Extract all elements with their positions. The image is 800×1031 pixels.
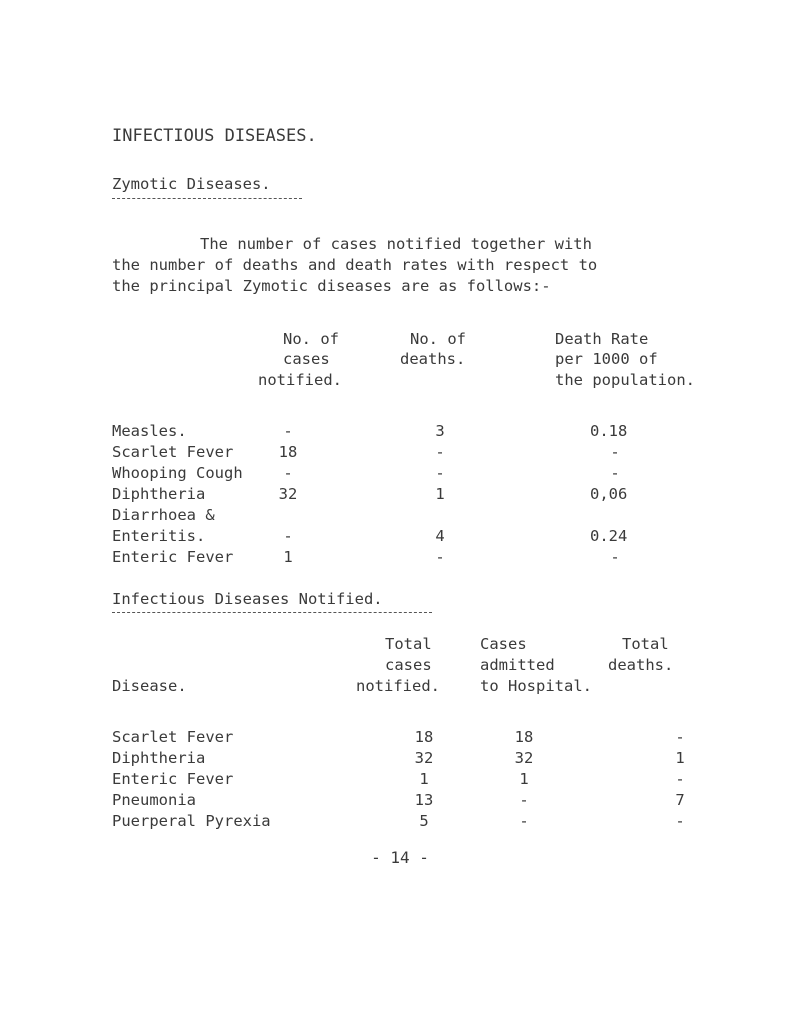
table-cell: 18 [278, 443, 298, 461]
table-cell: - [435, 464, 445, 482]
table-cell: - [435, 548, 445, 566]
table-cell: 7 [675, 791, 685, 809]
table-row-label: Scarlet Fever [112, 443, 234, 461]
col-header-admitted: to Hospital. [480, 677, 592, 695]
col-header-deaths: deaths. [400, 350, 466, 368]
table-row-label: Scarlet Fever [112, 728, 234, 746]
table-cell: 3 [435, 422, 445, 440]
col-header-total-cases: cases [385, 656, 432, 674]
table-cell: 32 [278, 485, 298, 503]
col-header-total-cases: Total [385, 635, 432, 653]
table-row-label: Diphtheria [112, 749, 206, 767]
table-cell: - [283, 527, 293, 545]
intro-line-2: the number of deaths and death rates with respect to [112, 256, 598, 274]
table-cell: - [519, 812, 529, 830]
table-cell: 1 [435, 485, 445, 503]
table-cell: 18 [414, 728, 434, 746]
intro-line-3: the principal Zymotic diseases are as follows:- [112, 277, 551, 295]
table-cell: - [675, 770, 685, 788]
table-cell: 1 [675, 749, 685, 767]
table-row-label: Whooping Cough [112, 464, 243, 482]
table-row-label: Measles. [112, 422, 187, 440]
col-header-cases: notified. [258, 371, 342, 389]
table-cell: 0.18 [590, 422, 628, 440]
table-cell: 13 [414, 791, 434, 809]
col-header-rate: Death Rate [555, 330, 649, 348]
page-number: - 14 - [371, 848, 429, 867]
section-title-notified: Infectious Diseases Notified. [112, 590, 383, 608]
table-cell: 18 [514, 728, 534, 746]
table-cell: - [675, 812, 685, 830]
table-cell: - [283, 464, 293, 482]
section-title-zymotic: Zymotic Diseases. [112, 175, 271, 193]
col-header-disease: Disease. [112, 677, 187, 695]
col-header-admitted: Cases [480, 635, 527, 653]
table-cell: - [283, 422, 293, 440]
table-cell: 1 [283, 548, 293, 566]
intro-line-1: The number of cases notified together with [200, 235, 592, 253]
table-row-label: Enteritis. [112, 527, 206, 545]
underline-divider [112, 612, 432, 613]
table-cell: 0.24 [590, 527, 628, 545]
table-cell: 0,06 [590, 485, 628, 503]
page-heading: INFECTIOUS DISEASES. [112, 126, 317, 146]
col-header-total-deaths: Total [622, 635, 669, 653]
table-cell: - [435, 443, 445, 461]
table-row-label: Diarrhoea & [112, 506, 215, 524]
table-cell: 5 [419, 812, 429, 830]
table-cell: 32 [414, 749, 434, 767]
underline-divider [112, 198, 302, 199]
table-row-label: Diphtheria [112, 485, 206, 503]
col-header-deaths: No. of [410, 330, 466, 348]
col-header-rate: the population. [555, 371, 695, 389]
table-cell: - [610, 464, 620, 482]
table-row-label: Enteric Fever [112, 548, 234, 566]
table-row-label: Enteric Fever [112, 770, 234, 788]
col-header-admitted: admitted [480, 656, 555, 674]
col-header-total-cases: notified. [356, 677, 440, 695]
col-header-rate: per 1000 of [555, 350, 658, 368]
col-header-total-deaths: deaths. [608, 656, 674, 674]
table-cell: 32 [514, 749, 534, 767]
table-cell: - [610, 548, 620, 566]
table-cell: - [675, 728, 685, 746]
col-header-cases: cases [283, 350, 330, 368]
col-header-cases: No. of [283, 330, 339, 348]
table-row-label: Pneumonia [112, 791, 196, 809]
table-cell: 1 [419, 770, 429, 788]
table-cell: 1 [519, 770, 529, 788]
table-cell: 4 [435, 527, 445, 545]
table-cell: - [519, 791, 529, 809]
table-cell: - [610, 443, 620, 461]
table-row-label: Puerperal Pyrexia [112, 812, 271, 830]
